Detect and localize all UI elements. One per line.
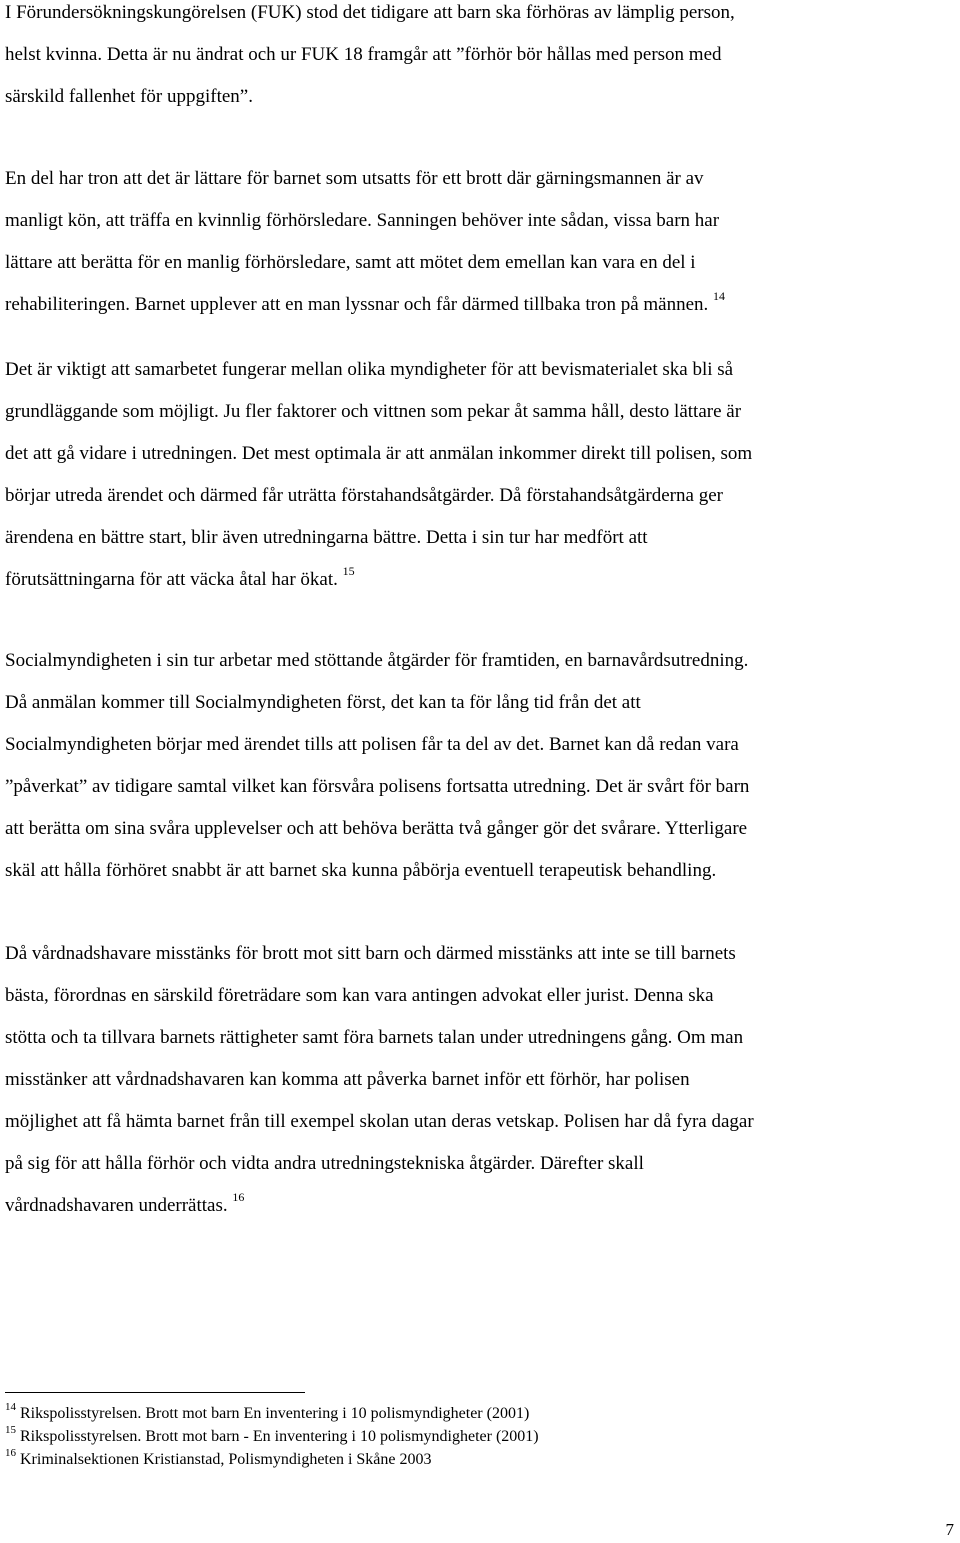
text-line: förutsättningarna för att väcka åtal har ökat.: [5, 569, 338, 590]
footnote-number: 15: [5, 1423, 16, 1436]
text-line: stötta och ta tillvara barnets rättigheter samt föra barnets talan under utredningens gång. Om man: [5, 1027, 744, 1048]
text-line: ”påverkat” av tidigare samtal vilket kan försvåra polisens fortsatta utredning. Det är svårt för barn: [5, 776, 750, 797]
footnote-14: [5, 1402, 905, 1425]
text-line: rehabiliteringen. Barnet upplever att en man lyssnar och får därmed tillbaka tron på männen.: [5, 294, 709, 315]
text-line: ärendena en bättre start, blir även utredningarna bättre. Detta i sin tur har medfört att: [5, 527, 648, 548]
text-line: skäl att hålla förhöret snabbt är att barnet ska kunna påbörja eventuell terapeutisk behandling.: [5, 860, 717, 881]
footnote-15: [5, 1425, 905, 1448]
page-number: 7: [945, 1520, 954, 1539]
paragraph-guardians: [5, 933, 955, 1227]
paragraph-social-services: [5, 640, 955, 892]
text-line: Socialmyndigheten börjar med ärendet tills att polisen får ta del av det. Barnet kan då redan vara: [5, 734, 739, 755]
text-line: En del har tron att det är lättare för barnet som utsatts för ett brott där gärningsmannen är av: [5, 168, 704, 189]
footnote-number: 14: [5, 1400, 16, 1413]
text-line: Då anmälan kommer till Socialmyndigheten först, det kan ta för lång tid från det att: [5, 692, 641, 713]
text-line: lättare att berätta för en manlig förhörsledare, samt att mötet dem emellan kan vara en del i: [5, 252, 696, 273]
text-line: I Förundersökningskungörelsen (FUK) stod det tidigare att barn ska förhöras av lämplig person,: [5, 2, 735, 23]
footnote-16: [5, 1448, 905, 1471]
footnote-separator: [5, 1392, 305, 1393]
text-line: vårdnadshavaren underrättas.: [5, 1195, 228, 1216]
text-line: möjlighet att få hämta barnet från till exempel skolan utan deras vetskap. Polisen har då fyra dagar: [5, 1111, 754, 1132]
text-line: att berätta om sina svåra upplevelser och att behöva berätta två gånger gör det svårare. Ytterligare: [5, 818, 748, 839]
text-line: bästa, förordnas en särskild företrädare som kan vara antingen advokat eller jurist. Denna ska: [5, 985, 714, 1006]
footnotes: [5, 1402, 905, 1471]
text-line: Socialmyndigheten i sin tur arbetar med stöttande åtgärder för framtiden, en barnavårdsutredning.: [5, 650, 749, 671]
footnote-text: Rikspolisstyrelsen. Brott mot barn - En inventering i 10 polismyndigheter (2001): [20, 1428, 539, 1445]
text-line: Det är viktigt att samarbetet fungerar mellan olika myndigheter för att bevismaterialet ska bli så: [5, 359, 734, 380]
footnote-reference: 16: [232, 1189, 245, 1204]
text-line: börjar utreda ärendet och därmed får uträtta förstahandsåtgärder. Då förstahandsåtgärderna ger: [5, 485, 723, 506]
paragraph-cooperation: [5, 349, 955, 601]
text-line: det att gå vidare i utredningen. Det mest optimala är att anmälan inkommer direkt till polisen, som: [5, 443, 753, 464]
footnote-reference: 15: [342, 563, 355, 578]
footnote-number: 16: [5, 1446, 16, 1459]
paragraph-fuk: [5, 0, 955, 118]
footnote-text: Kriminalsektionen Kristianstad, Polismyndigheten i Skåne 2003: [20, 1451, 432, 1468]
footnote-reference: 14: [713, 288, 726, 303]
text-line: Då vårdnadshavare misstänks för brott mot sitt barn och därmed misstänks att inte se till barnets: [5, 943, 736, 964]
text-line: manligt kön, att träffa en kvinnlig förhörsledare. Sanningen behöver inte sådan, vissa barn har: [5, 210, 720, 231]
footnote-text: Rikspolisstyrelsen. Brott mot barn En inventering i 10 polismyndigheter (2001): [20, 1405, 530, 1422]
paragraph-interrogator-gender: [5, 158, 955, 326]
text-line: grundläggande som möjligt. Ju fler faktorer och vittnen som pekar åt samma håll, desto lättare är: [5, 401, 742, 422]
text-line: misstänker att vårdnadshavaren kan komma att påverka barnet inför ett förhör, har polisen: [5, 1069, 690, 1090]
text-line: särskild fallenhet för uppgiften”.: [5, 86, 253, 107]
text-line: på sig för att hålla förhör och vidta andra utredningstekniska åtgärder. Därefter skall: [5, 1153, 644, 1174]
text-line: helst kvinna. Detta är nu ändrat och ur FUK 18 framgår att ”förhör bör hållas med person med: [5, 44, 722, 65]
